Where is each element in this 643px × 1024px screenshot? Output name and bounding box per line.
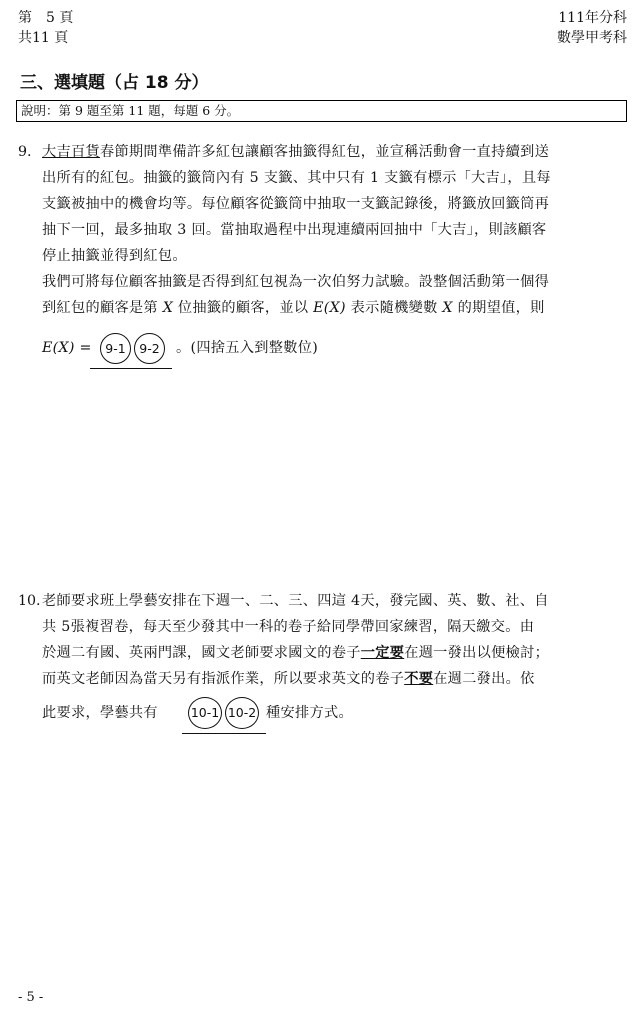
answer-box-9-1[interactable]: 9-1 [100, 333, 131, 364]
q10-line-4 [42, 666, 535, 692]
page-number-label: 第 5 頁 [18, 10, 74, 26]
q9-line-7-part3: 表示隨機變數 [345, 300, 443, 316]
q10-line-3-part1: 於週二有國、英兩門課，國文老師要求國文的卷子 [42, 645, 361, 661]
q10-last-suffix: 種安排方式。 [266, 705, 353, 721]
exam-year-label: 111年分科 [558, 10, 627, 26]
var-x-2: X [442, 300, 453, 316]
q9-line-1-text: 春節期間準備許多紅包讓顧客抽籤得紅包，並宣稱活動會一直持續到送 [99, 144, 550, 160]
q10-last-prefix: 此要求，學藝共有 [42, 705, 158, 721]
instruction-box [16, 100, 627, 122]
q9-formula-suffix: 。(四捨五入到整數位) [176, 340, 319, 356]
q10-line-1: 老師要求班上學藝安排在下週一、二、三、四這 4天，發完國、英、數、社、自 [42, 593, 549, 609]
q10-answer-underline [182, 733, 266, 734]
q9-line-5: 停止抽籤並得到紅包。 [42, 248, 187, 264]
instruction-text: 說明：第 9 題至第 11 題，每題 6 分。 [21, 103, 240, 118]
q9-formula-prefix: E(X) = [42, 340, 92, 356]
q9-line-7-part2: 位抽籤的顧客，並以 [173, 300, 314, 316]
q9-line-7-part1: 到紅包的顧客是第 [42, 300, 163, 316]
q10-number: 10. [18, 593, 41, 609]
q9-number: 9. [18, 144, 32, 160]
q10-line-3 [42, 640, 549, 666]
q10-line-3-part2: 在週一發出以便檢討； [404, 645, 550, 661]
var-ex: E(X) [313, 300, 346, 316]
q10-line-4-part2: 在週二發出。依 [433, 671, 535, 687]
answer-box-10-1[interactable]: 10-1 [188, 697, 222, 729]
q9-line-7 [42, 295, 545, 321]
total-pages-label: 共11 頁 [18, 30, 69, 46]
emphasis-must: 一定要 [360, 645, 405, 661]
footer-page-number: - 5 - [18, 990, 44, 1005]
q9-answer-underline [90, 368, 172, 369]
q9-line-4: 抽下一回，最多抽取 3 回。當抽取過程中出現連續兩回抽中「大吉」，則該顧客 [42, 222, 547, 238]
emphasis-must-not: 不要 [404, 671, 434, 687]
q9-line-2: 出所有的紅包。抽籤的籤筒內有 5 支籤、其中只有 1 支籤有標示「大吉」，且每 [42, 170, 551, 186]
q9-line-3: 支籤被抽中的機會均等。每位顧客從籤筒中抽取一支籤記錄後，將籤放回籤筒再 [42, 196, 550, 212]
q10-line-2: 共 5張複習卷，每天至少發其中一科的卷子給同學帶回家練習，隔天繳交。由 [42, 619, 535, 635]
q9-line-1 [42, 139, 549, 165]
answer-box-10-2[interactable]: 10-2 [225, 697, 259, 729]
exam-subject-label: 數學甲考科 [557, 30, 627, 46]
section-title: 三、選填題（占 18 分） [20, 73, 209, 93]
q9-line-6: 我們可將每位顧客抽籤是否得到紅包視為一次伯努力試驗。設整個活動第一個得 [42, 274, 550, 290]
var-x-1: X [162, 300, 174, 316]
answer-box-9-2[interactable]: 9-2 [134, 333, 165, 364]
q10-line-4-part1: 而英文老師因為當天另有指派作業，所以要求英文的卷子 [42, 671, 405, 687]
q9-line-7-part4: 的期望值，則 [452, 300, 545, 316]
store-name: 大吉百貨 [42, 144, 100, 160]
